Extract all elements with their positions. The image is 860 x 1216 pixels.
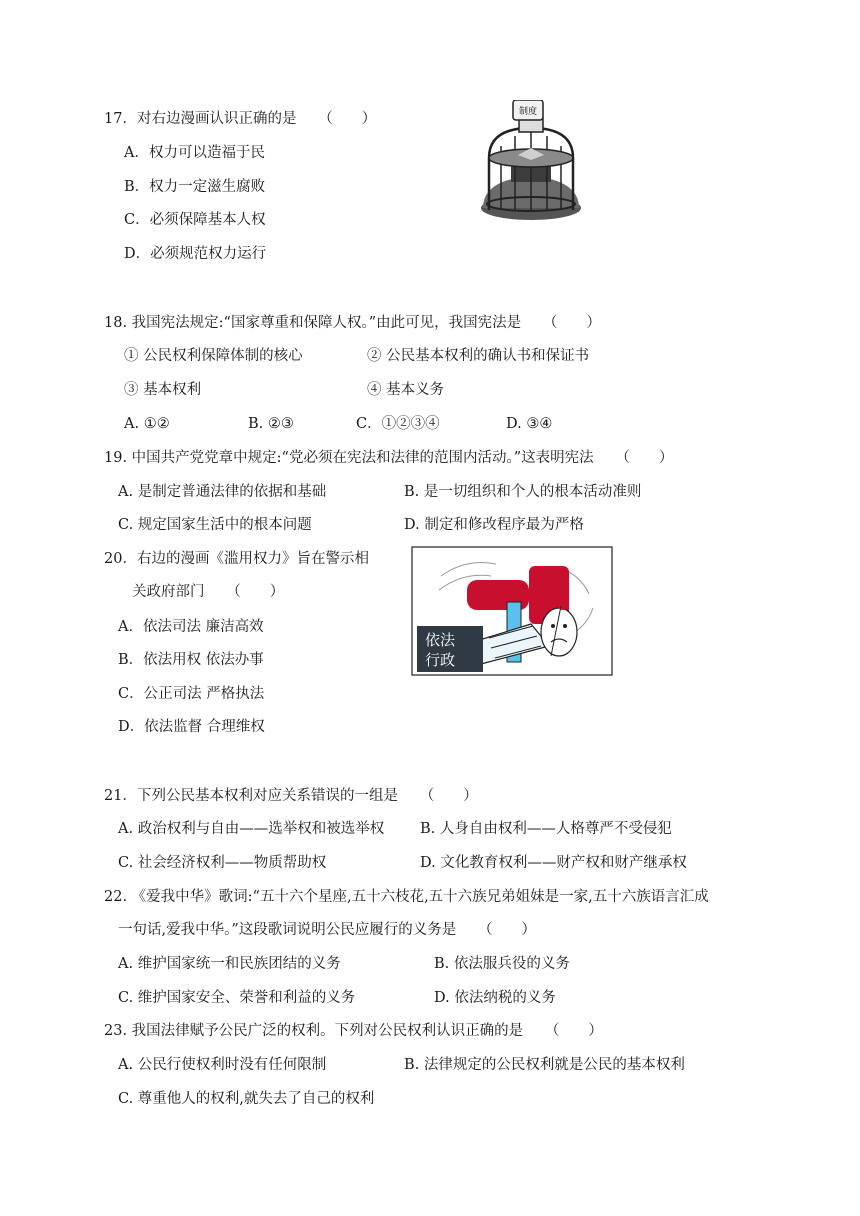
q20-cartoon-sleeve-text-1: 依法: [425, 631, 456, 649]
q19-option-a: A. 是制定普通法律的依据和基础: [118, 484, 327, 500]
q20-abuse-of-power-cartoon: [411, 546, 613, 676]
q18-option-b: B. ②③: [248, 416, 294, 432]
q22-option-d: D. 依法纳税的义务: [434, 990, 556, 1006]
q20-stem-line2: 关政府部门 （ ）: [132, 584, 285, 600]
q21-option-d: D. 文化教育权利——财产权和财产继承权: [420, 855, 687, 871]
q17-option-b: B．权力一定滋生腐败: [124, 179, 266, 195]
q21-option-a: A. 政治权利与自由——选举权和被选举权: [118, 821, 385, 837]
q21-option-b: B. 人身自由权利——人格尊严不受侵犯: [420, 821, 672, 837]
q20-option-a: A．依法司法 廉洁高效: [118, 619, 264, 635]
q22-stem-line1: 22. 《爱我中华》歌词:“五十六个星座,五十六枝花,五十六族兄弟姐妹是一家,五十六族语言汇成: [104, 889, 709, 905]
q23-option-c: C. 尊重他人的权利,就失去了自己的权利: [118, 1091, 375, 1107]
q19-stem: 19. 中国共产党党章中规定:“党必须在宪法和法律的范围内活动。”这表明宪法 （ ）: [104, 450, 674, 466]
q18-item-3: ③ 基本权利: [124, 382, 202, 398]
q17-option-c: C．必须保障基本人权: [124, 212, 266, 228]
q20-option-d: D．依法监督 合理维权: [118, 719, 265, 735]
q18-item-1: ① 公民权利保障体制的核心: [124, 348, 303, 364]
q23-option-b: B. 法律规定的公民权利就是公民的基本权利: [404, 1057, 685, 1073]
q18-option-a: A. ①②: [124, 416, 170, 432]
q18-item-2: ② 公民基本权利的确认书和保证书: [367, 348, 590, 364]
q19-option-b: B. 是一切组织和个人的根本活动准则: [404, 484, 642, 500]
q23-option-a: A. 公民行使权利时没有任何限制: [118, 1057, 327, 1073]
q21-option-c: C. 社会经济权利——物质帮助权: [118, 855, 327, 871]
q17-option-d: D．必须规范权力运行: [124, 246, 267, 262]
q18-item-4: ④ 基本义务: [367, 382, 445, 398]
q17-cartoon-lid-text: 制度: [519, 107, 538, 117]
q21-stem: 21．下列公民基本权利对应关系错误的一组是 （ ）: [104, 788, 478, 804]
q22-option-a: A. 维护国家统一和民族团结的义务: [118, 956, 341, 972]
q22-stem-line2: 一句话,爱我中华。”这段歌词说明公民应履行的义务是 （ ）: [118, 922, 537, 938]
q17-option-a: A．权力可以造福于民: [124, 145, 265, 161]
q20-option-c: C．公正司法 严格执法: [118, 686, 265, 702]
q22-option-b: B. 依法服兵役的义务: [434, 956, 570, 972]
q22-option-c: C. 维护国家安全、荣誉和利益的义务: [118, 990, 356, 1006]
q19-option-c: C. 规定国家生活中的根本问题: [118, 517, 312, 533]
q20-stem-line1: 20．右边的漫画《滥用权力》旨在警示相: [104, 551, 369, 567]
q17-stem: 17．对右边漫画认识正确的是 （ ）: [104, 111, 377, 127]
q20-cartoon-sleeve-text-2: 行政: [425, 651, 456, 669]
q17-birdcage-cartoon: [475, 100, 587, 220]
q18-option-d: D. ③④: [506, 416, 553, 432]
q23-stem: 23. 我国法律赋予公民广泛的权利。下列对公民权利认识正确的是 （ ）: [104, 1023, 603, 1039]
q20-option-b: B．依法用权 依法办事: [118, 652, 264, 668]
q18-stem: 18. 我国宪法规定:“国家尊重和保障人权。”由此可见，我国宪法是 （ ）: [104, 315, 601, 331]
q18-option-c: C．①②③④: [356, 416, 440, 432]
q19-option-d: D. 制定和修改程序最为严格: [404, 517, 584, 533]
